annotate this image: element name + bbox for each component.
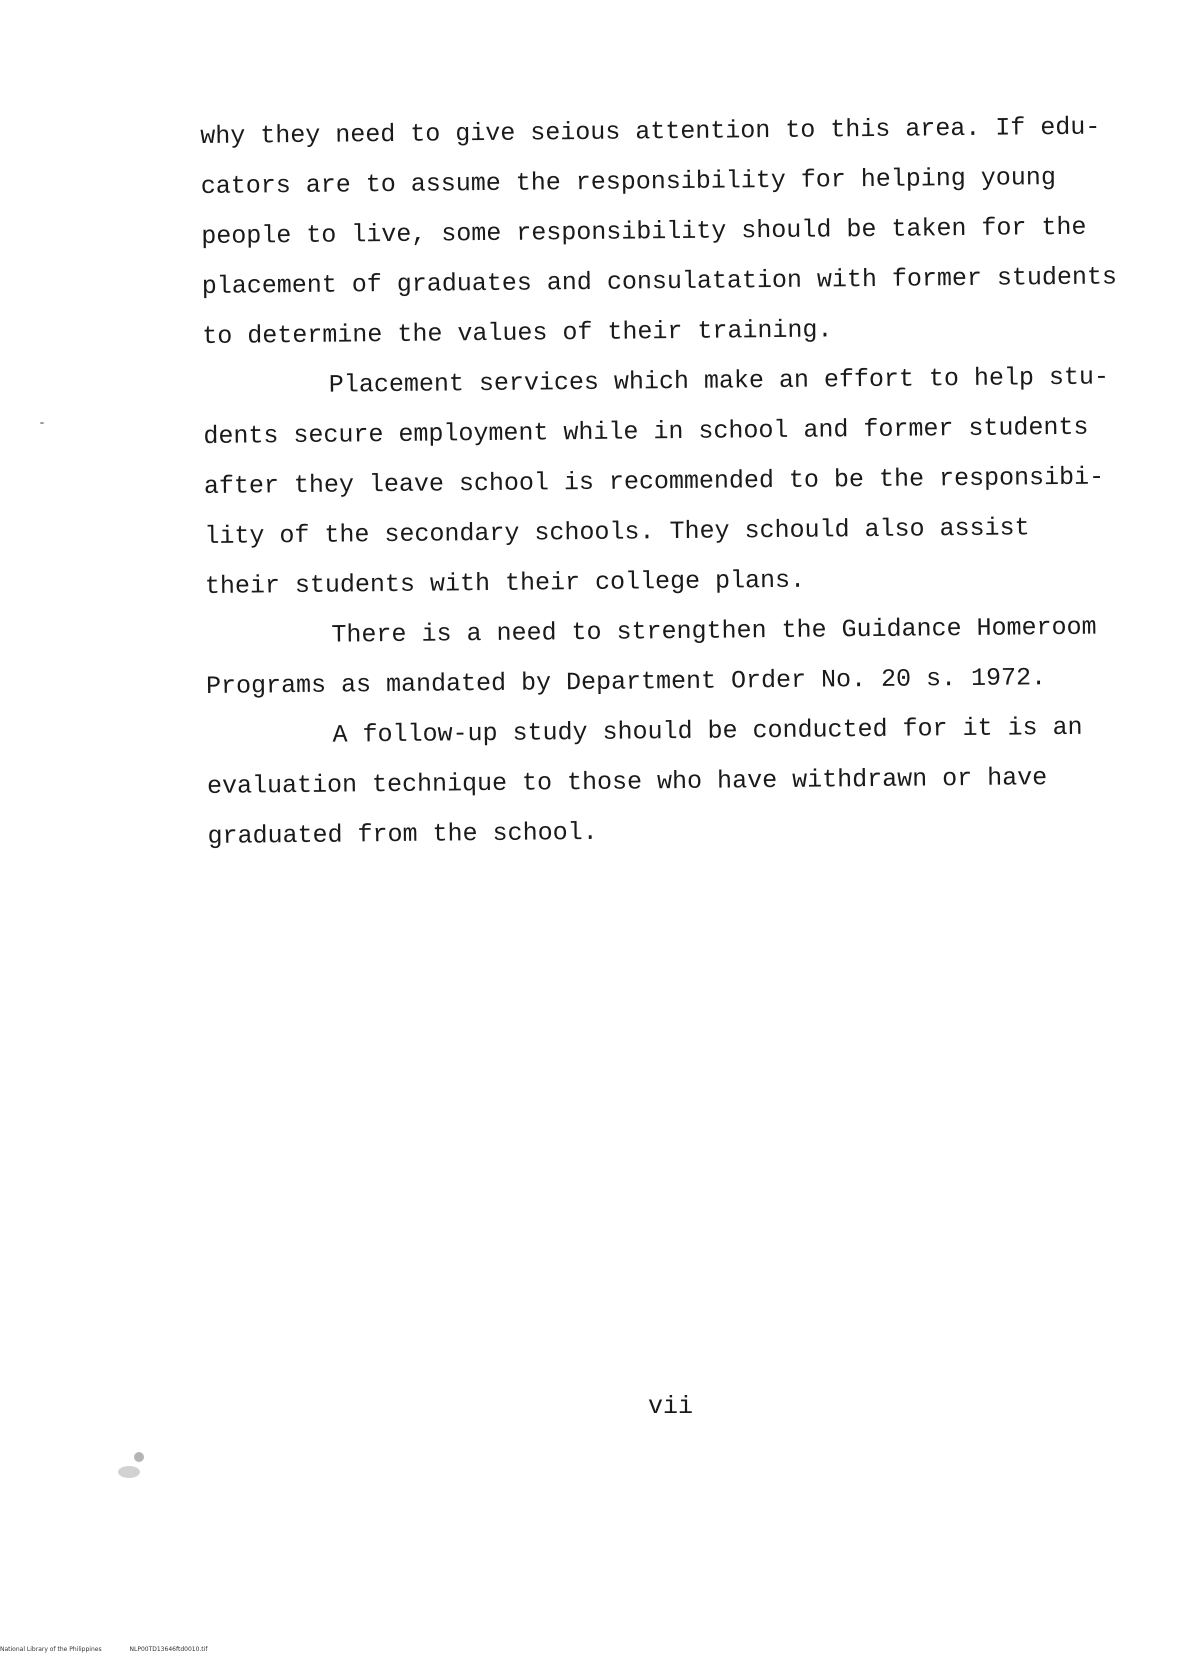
text-line: after they leave school is recommended to be the responsibi- xyxy=(203,462,1105,501)
text-line: Programs as mandated by Department Order No. 20 s. 1972. xyxy=(205,663,1047,701)
scan-speck xyxy=(134,1452,144,1462)
text-line: why they need to give seious attention to this area. If edu- xyxy=(200,112,1101,151)
text-line: dents secure employment while in school and former students xyxy=(203,412,1089,451)
text-line: their students with their college plans. xyxy=(204,565,806,601)
footer-library: National Library of the Philippines xyxy=(0,1646,102,1653)
text-line: to determine the values of their training. xyxy=(202,315,833,351)
scan-speck xyxy=(118,1466,140,1478)
text-line: graduated from the school. xyxy=(207,817,598,851)
text-line: Placement services which make an effort to help stu- xyxy=(328,362,1110,400)
text-line: placement of graduates and consulatation with former students xyxy=(201,262,1118,301)
page-number: vii xyxy=(648,1392,694,1421)
text-line: There is a need to strengthen the Guidance Homeroom xyxy=(331,612,1097,650)
text-line: people to live, some responsibility should be taken for the xyxy=(201,212,1087,251)
text-line: evaluation technique to those who have withdrawn or have xyxy=(206,763,1048,801)
body-text xyxy=(200,102,1168,862)
text-line: cators are to assume the responsibility for helping young xyxy=(200,163,1057,201)
footer-file-id: NLP00TD13646ftd0010.tif xyxy=(129,1646,208,1653)
text-line: lity of the secondary schools. They schould also assist xyxy=(204,513,1030,551)
text-line: A follow-up study should be conducted for it is an xyxy=(332,712,1083,750)
scan-speck xyxy=(40,422,44,424)
scan-footer xyxy=(0,1646,233,1653)
